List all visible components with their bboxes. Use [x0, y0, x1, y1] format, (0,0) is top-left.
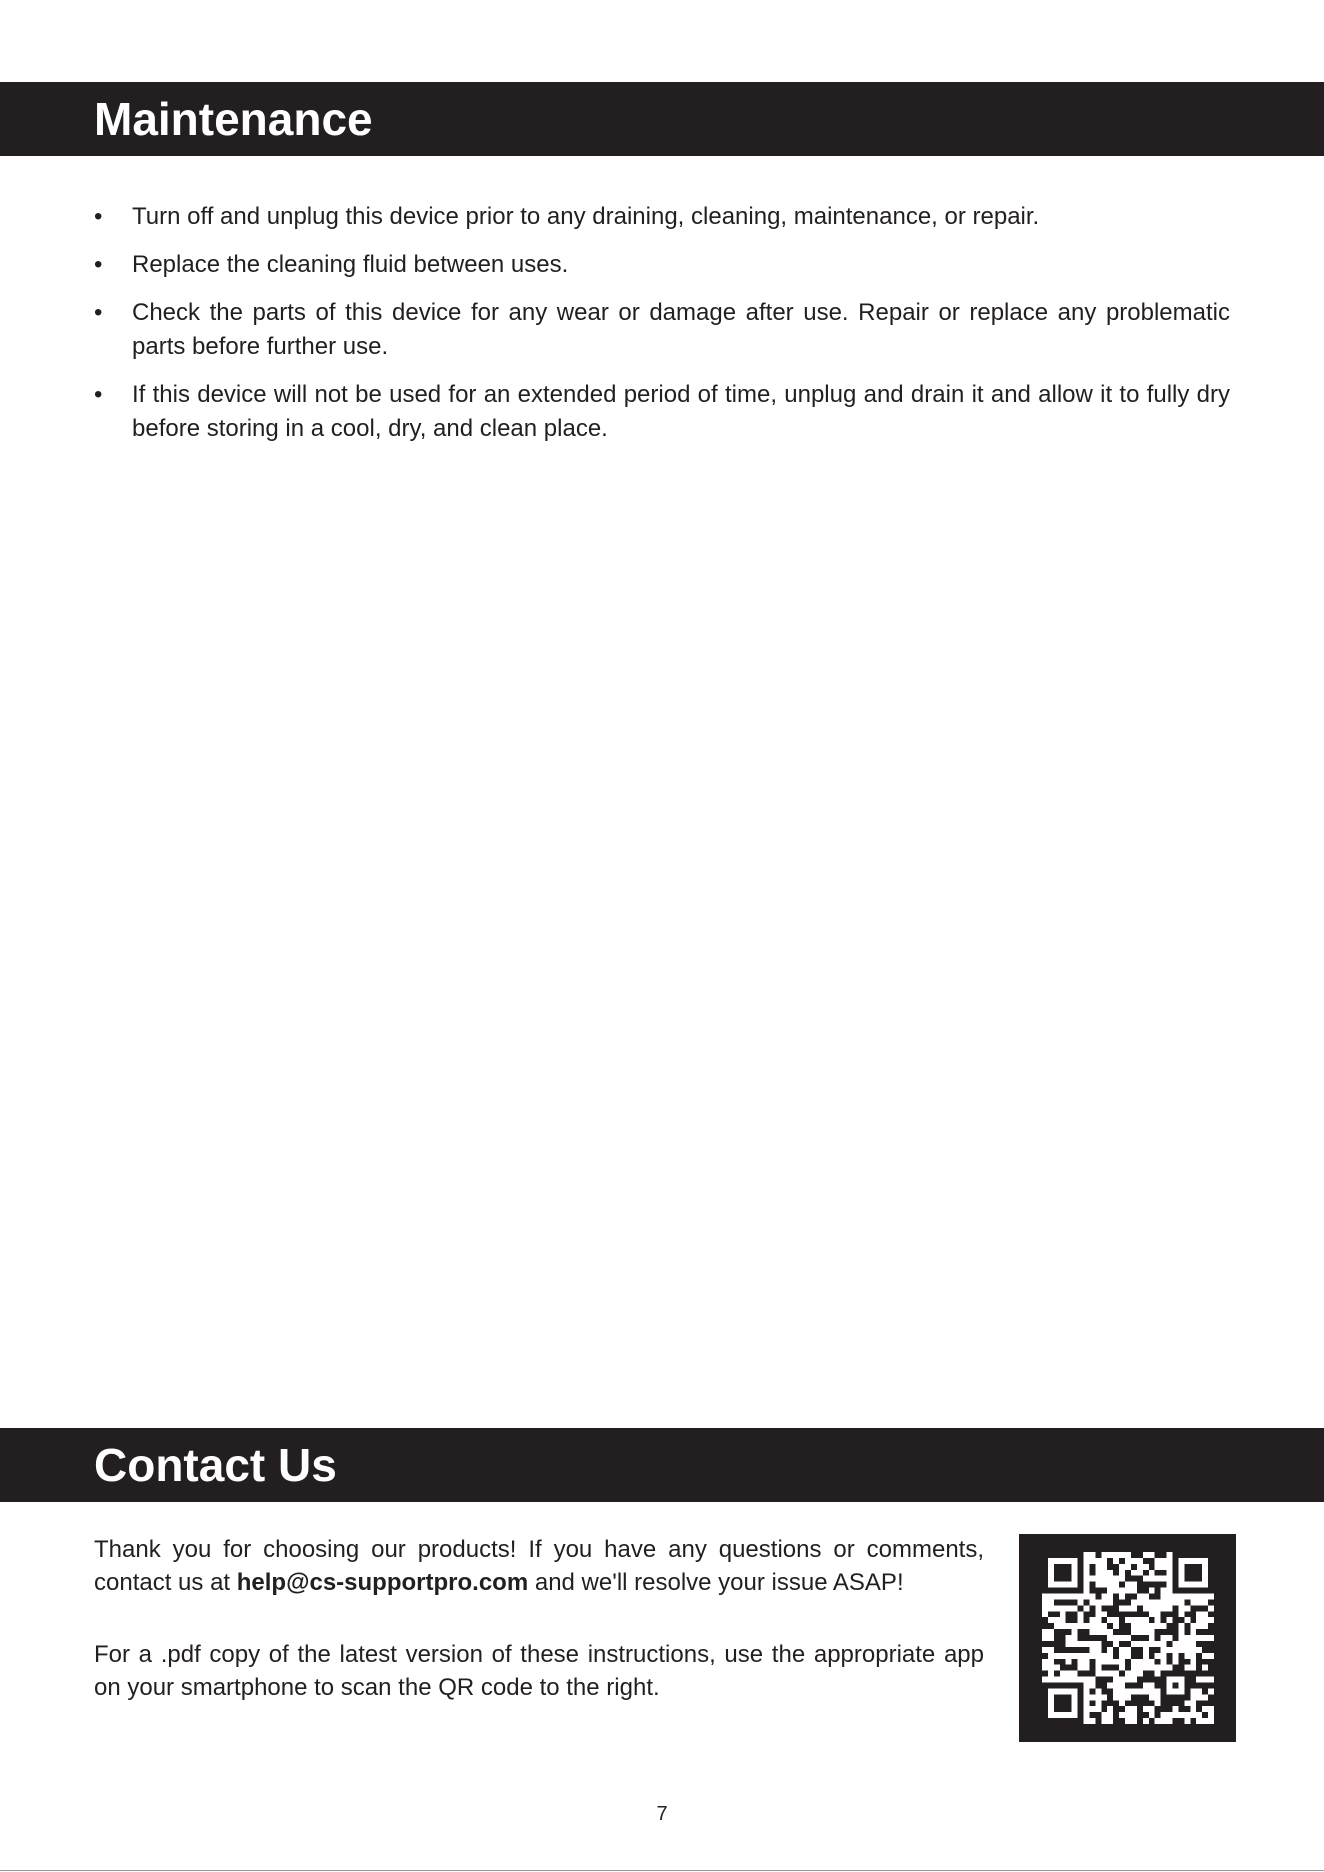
- list-item: • Turn off and unplug this device prior to any draining, cleaning, maintenance, or repair.: [94, 200, 1230, 234]
- contact-title: Contact Us: [94, 1439, 337, 1491]
- qr-code-frame: [1019, 1534, 1236, 1742]
- page-bottom-rule: [0, 1870, 1324, 1871]
- contact-paragraph: Thank you for choosing our products! If you have any questions or comments, contact us at help@cs-supportpro.com and we'll resolve your issue ASAP!: [94, 1536, 984, 1596]
- bullet-icon: •: [94, 381, 103, 408]
- contact-header: [0, 1428, 1324, 1502]
- contact-body: [94, 1533, 984, 1743]
- qr-instructions: For a .pdf copy of the latest version of these instructions, use the appropriate app on your smartphone to scan the QR code to the right.: [94, 1641, 984, 1701]
- page-number: 7: [656, 1803, 668, 1825]
- list-item: • Check the parts of this device for any wear or damage after use. Repair or replace any problematic parts before further use.: [94, 296, 1230, 364]
- bullet-icon: •: [94, 203, 103, 230]
- maintenance-header: [0, 82, 1324, 156]
- maintenance-title: Maintenance: [94, 93, 373, 145]
- list-item: • Replace the cleaning fluid between uses.: [94, 248, 1230, 282]
- list-item: • If this device will not be used for an extended period of time, unplug and drain it and allow it to fully dry before storing in a cool, dry, and clean place.: [94, 378, 1230, 446]
- support-email-link[interactable]: help@cs-supportpro.com: [236, 1569, 529, 1596]
- bullet-icon: •: [94, 299, 103, 326]
- bullet-icon: •: [94, 251, 103, 278]
- qr-code-icon: [1041, 1552, 1215, 1724]
- maintenance-list: [94, 200, 1230, 460]
